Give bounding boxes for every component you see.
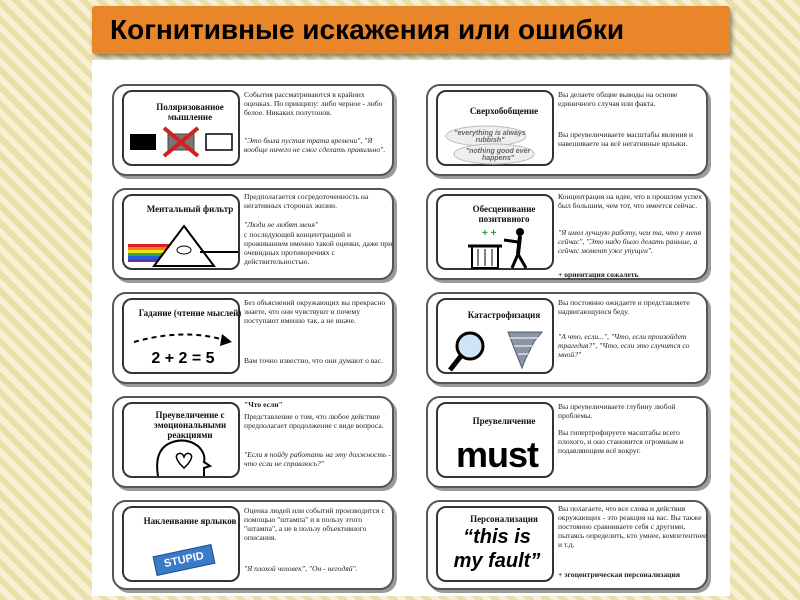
card-tail: + ориентация сожалеть <box>558 270 639 279</box>
card-title: Гадание (чтение мыслей) <box>138 308 242 318</box>
card-overgeneralization <box>426 84 708 176</box>
card-quote: "Если я пойду работать на эту должность - что если не справлюсь?" <box>244 450 391 468</box>
card-icon-box <box>436 506 554 582</box>
card-quote: "Я имел лучшую работу, чем та, что у меня сейчас", "Это надо было делать раньше, а сейчас момент уже упущен". <box>558 228 702 255</box>
card-description: Без объяснений окружающих вы прекрасно знаете, что они чувствуют и почему поступают именно так, а не иначе. <box>244 298 386 325</box>
card-description-2: Вы гипертрофируете масштабы всего плохого, и оно становится огромным и подавляющим всё вокруг. <box>558 428 684 455</box>
cloud-text-1: "everything is always rubbish" <box>454 130 526 144</box>
big-quote-line-2: my fault” <box>453 550 541 572</box>
card-quote-heading: "Что если" <box>244 400 283 409</box>
card-mental-filter <box>112 188 394 280</box>
prism-icon <box>124 196 242 272</box>
card-title: Персонализация <box>470 514 538 524</box>
card-personalization <box>426 500 708 590</box>
card-description: Вы преувеличиваете глубину любой проблемы. <box>558 402 676 420</box>
card-icon-box <box>122 298 240 374</box>
card-tail: + эгоцентрическая персонализация <box>558 570 681 579</box>
slide-title: Когнитивные искажения или ошибки <box>110 14 625 45</box>
card-icon-box <box>122 402 240 478</box>
card-labeling <box>112 500 394 590</box>
card-description-2: Вы преувеличиваете масштабы явления и навешиваете на всё негативные ярлыки. <box>558 130 694 148</box>
sticker-text: STUPID <box>163 549 205 571</box>
card-description: Предполагается сосредоточенность на негативных сторонах жизни. <box>244 192 369 210</box>
card-title: Наклеивание ярлыков <box>143 516 237 526</box>
cloud-text-2: "nothing good ever happens" <box>465 148 531 162</box>
card-title: Преувеличение <box>472 416 536 426</box>
magnifier-tornado-icon <box>438 300 556 376</box>
card-description: Оценка людей или событий производится с помощью "штампа" и в пользу этого "штампа", а не в пользу объективного описания. <box>244 506 385 542</box>
card-description-2: с последующей концентрацией и проживанием именно такой оценки, даже при очевидных противоречиях с действительностью. <box>244 230 393 266</box>
card-icon-box <box>436 194 554 270</box>
card-description: Вы полагаете, что все слова и действия окружающих - это реакция на вас. Вы также постоянно сравниваете себя с другими, пытаясь определить, кто умнее, компетентнее и т.д. <box>558 504 707 549</box>
card-exaggeration <box>426 396 708 488</box>
card-quote: "Это была пустая трата времени", "Я вообще ничего не смог сделать правильно". <box>244 136 386 154</box>
card-quote: "Люди не любят меня" <box>244 220 319 229</box>
card-description: Вы делаете общие выводы на основе единичного случая или факта. <box>558 90 678 108</box>
card-quote: "Я плохой человек", "Он - негодяй". <box>244 564 358 573</box>
slide-title-bar <box>92 6 730 54</box>
card-quote: "А что, если...", "Что, если произойдет трагедия?", "Что, если это случится со мной?" <box>558 332 690 359</box>
card-icon-box <box>122 194 240 270</box>
handout-sheet <box>92 60 730 596</box>
card-description-2: Вам точно известно, что они думают о вас. <box>244 356 383 365</box>
card-icon-box <box>436 298 554 374</box>
svg-text:+ +: + + <box>482 228 497 239</box>
card-title: Катастрофизация <box>467 310 541 320</box>
card-title: Обесценивание позитивного <box>472 204 536 224</box>
card-discounting <box>426 188 708 280</box>
card-icon-box <box>122 90 240 166</box>
card-description: Концентрация на идее, что в прошлом успех был большим, чем тот, что имеется сейчас. <box>558 192 703 210</box>
head-heart-icon <box>124 404 242 480</box>
equation-text: 2 + 2 = 5 <box>151 350 215 367</box>
card-polarized <box>112 84 394 176</box>
card-title: Поляризованное мышление <box>156 102 224 122</box>
card-icon-box <box>436 402 554 478</box>
card-title: Преувеличение с эмоциональными реакциями <box>153 410 227 440</box>
black-white-squares-icon <box>124 92 242 168</box>
big-quote-line-1: “this is <box>463 526 531 548</box>
card-emotional <box>112 396 394 488</box>
must-word: must <box>455 434 538 475</box>
stupid-label-sticker <box>153 544 216 576</box>
card-catastrophizing <box>426 292 708 384</box>
card-description: Представление о том, что любое действие предполагает продолжение с виде вопроса. <box>244 412 384 430</box>
card-icon-box <box>436 90 554 166</box>
card-title: Сверхобобщение <box>469 106 539 116</box>
trash-bin-icon <box>438 196 556 272</box>
card-description: Вы постоянно ожидаете и представляете надвигающуюся беду. <box>558 298 690 316</box>
card-title: Ментальный фильтр <box>146 204 234 214</box>
card-icon-box <box>122 506 240 582</box>
card-description: События рассматриваются в крайних оценках. По принципу: либо черное - либо белое. Никаких полутонов. <box>244 90 383 117</box>
card-mind-reading <box>112 292 394 384</box>
